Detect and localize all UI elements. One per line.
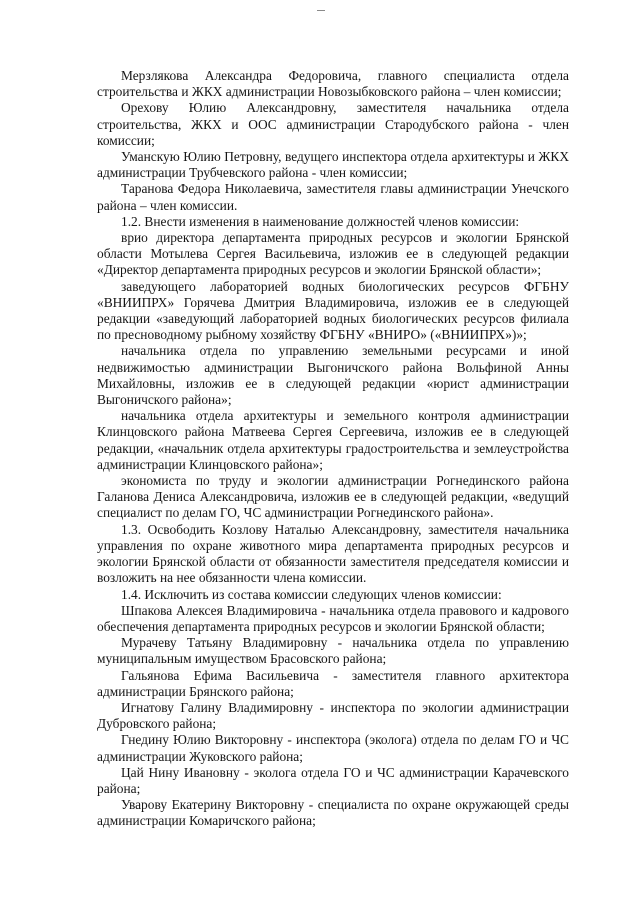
paragraph-uvarova: Уварову Екатерину Викторовну - специалиста по охране окружающей среды администрации Комаричского района; (97, 797, 569, 829)
paragraph-orekhova: Орехову Юлию Александровну, заместителя начальника отдела строительства, ЖКХ и ООС администрации Стародубского района - член комиссии; (97, 100, 569, 148)
document-body (97, 68, 569, 830)
paragraph-merzlyakov: Мерзлякова Александра Федоровича, главного специалиста отдела строительства и ЖКХ администрации Новозыбковского района – член комиссии; (97, 68, 569, 100)
paragraph-shpakov: Шпакова Алексея Владимировича - начальника отдела правового и кадрового обеспечения департамента природных ресурсов и экологии Брянской области; (97, 602, 569, 634)
paragraph-goryachev: заведующего лабораторией водных биологических ресурсов ФГБНУ «ВНИИПРХ» Горячева Дмитрия Владимировича, изложив ее в следующей редакции «заведующий лабораторией водных биологических ресурсов филиала по пресноводному рыбному хозяйству ФГБНУ «ВНИРО» («ВНИИПРХ»)»; (97, 278, 569, 343)
paragraph-motylev: врио директора департамента природных ресурсов и экологии Брянской области Мотылева Сергея Васильевича, изложив ее в следующей редакции «Директор департамента природных ресурсов и экологии Брянской области»; (97, 230, 569, 278)
paragraph-muracheva: Мурачеву Татьяну Владимировну - начальника отдела по управлению муниципальным имуществом Брасовского района; (97, 635, 569, 667)
paragraph-ignatova: Игнатову Галину Владимировну - инспектора по экологии администрации Дубровского района; (97, 699, 569, 732)
paragraph-matveev: начальника отдела архитектуры и земельного контроля администрации Клинцовского района Матвеева Сергея Сергеевича, изложив ее в следующей редакции, «начальник отдела архитектуры градостроительства и землеустройства администрации Клинцовского района»; (97, 408, 569, 472)
paragraph-galanov: экономиста по труду и экологии администрации Рогнединского района Галанова Дениса Александровича, изложив ее в следующей редакции, «ведущий специалист по делам ГО, ЧС администрации Рогнединского района». (97, 473, 569, 521)
paragraph-taranov: Таранова Федора Николаевича, заместителя главы администрации Унечского района – член комиссии. (97, 181, 569, 213)
clause-1-4-heading: 1.4. Исключить из состава комиссии следующих членов комиссии: (121, 586, 502, 602)
paragraph-volfina: начальника отдела по управлению земельными ресурсами и иной недвижимостью администрации Выгоничского района Вольфиной Анны Михайловны, изложив ее в следующей редакции «юрист администрации Выгоничского района»; (97, 343, 569, 408)
paragraph-gnedina: Гнедину Юлию Викторовну - инспектора (эколога) отдела по делам ГО и ЧС администрации Жуковского района; (97, 732, 569, 764)
paragraph-tsai: Цай Нину Ивановну - эколога отдела ГО и ЧС администрации Карачевского района; (97, 764, 569, 796)
paragraph-umanskaya: Уманскую Юлию Петровну, ведущего инспектора отдела архитектуры и ЖКХ администрации Трубчевского района - член комиссии; (97, 149, 569, 181)
clause-1-2-heading: 1.2. Внести изменения в наименование должностей членов комиссии: (121, 213, 520, 229)
clause-1-3: 1.3. Освободить Козлову Наталью Александровну, заместителя начальника управления по охране животного мира департамента природных ресурсов и экологии Брянской области от обязанности заместителя председателя комиссии и возложить на нее обязанности члена комиссии. (97, 521, 569, 586)
paragraph-galyanov: Гальянова Ефима Васильевича - заместителя главного архитектора администрации Брянского района; (97, 667, 569, 699)
page-top-mark (317, 10, 325, 11)
